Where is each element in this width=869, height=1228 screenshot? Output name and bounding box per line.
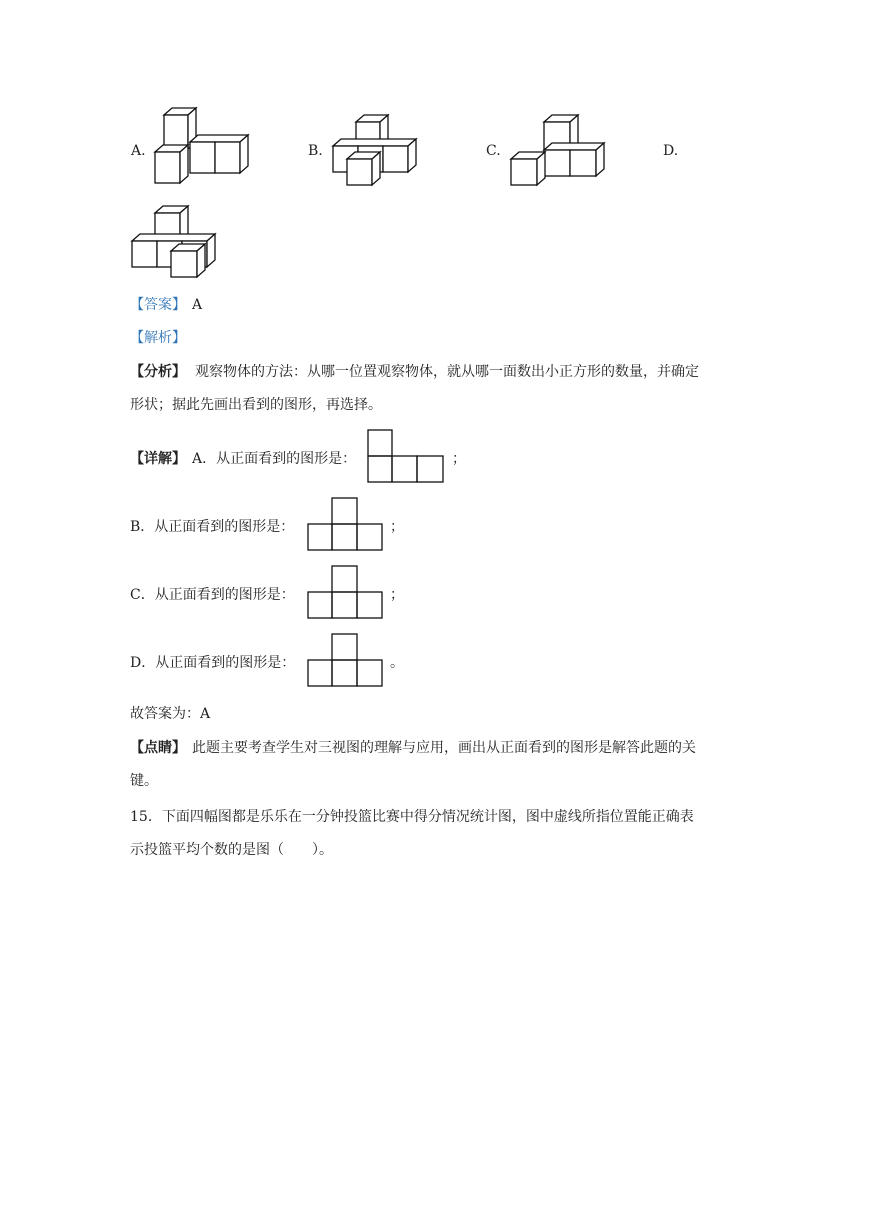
dianjing-tag: 【点睛】 (130, 740, 186, 756)
detail-b-front-view (308, 498, 388, 552)
option-a-label: A. (131, 143, 146, 159)
dianjing-line-2: 键。 (130, 773, 158, 789)
analysis-tag: 【解析】 (130, 330, 186, 346)
detail-c-end: ； (390, 587, 404, 603)
answer-tag: 【答案】 (130, 297, 186, 313)
question-15-line-2: 示投篮平均个数的是图（ ）。 (130, 842, 333, 858)
detail-b-end: ； (390, 519, 404, 535)
detail-a-front-view (368, 430, 448, 484)
option-b-label: B. (308, 143, 323, 159)
detail-c-front-view (308, 566, 388, 620)
answer-value: A (192, 297, 203, 313)
option-c-label: C. (486, 143, 501, 159)
option-c-cube-figure (508, 112, 608, 187)
detail-tag: 【详解】 (130, 451, 186, 467)
detail-a-text: A．从正面看到的图形是： (192, 451, 357, 467)
detail-d-front-view (308, 634, 388, 688)
detail-b-text: B．从正面看到的图形是： (130, 519, 295, 535)
fenxi-tag: 【分析】 (130, 364, 186, 380)
fenxi-line-1: 观察物体的方法：从哪一位置观察物体，就从哪一面数出小正方形的数量，并确定 (195, 364, 699, 380)
detail-a-end: ； (452, 451, 466, 467)
conclusion-text: 故答案为：A (130, 706, 211, 722)
dianjing-line-1: 此题主要考查学生对三视图的理解与应用，画出从正面看到的图形是解答此题的关 (192, 740, 696, 756)
question-15-line-1: 15．下面四幅图都是乐乐在一分钟投篮比赛中得分情况统计图，图中虚线所指位置能正确表 (130, 809, 694, 825)
detail-d-text: D．从正面看到的图形是： (130, 655, 296, 671)
detail-c-text: C．从正面看到的图形是： (130, 587, 295, 603)
option-d-cube-figure (130, 203, 230, 278)
option-b-cube-figure (330, 112, 430, 187)
option-a-cube-figure (150, 112, 250, 187)
fenxi-line-2: 形状；据此先画出看到的图形，再选择。 (130, 397, 382, 413)
detail-d-end: 。 (390, 655, 404, 671)
option-d-label: D. (663, 143, 679, 159)
